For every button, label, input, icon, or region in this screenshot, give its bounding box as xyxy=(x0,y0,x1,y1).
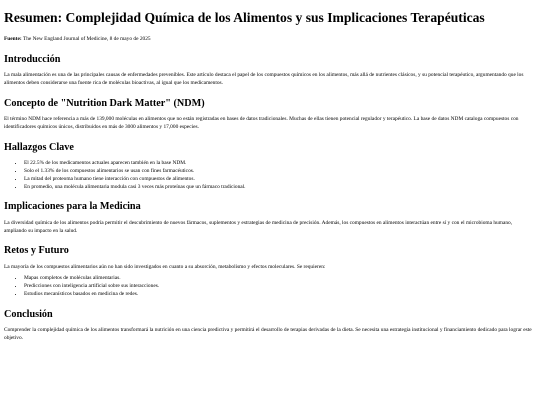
list-item: • Predicciones con inteligencia artificial sobre sus interacciones. xyxy=(24,283,536,291)
section-paragraph-introduccion: La mala alimentación es una de las principales causas de enfermedades prevenibles. Este artículo destaca el papel de los compuestos químicos en los alimentos, más allá de nutrientes clásicos, y su potencial terapéutico, argumentando que los alimentos deben considerarse una fuente rica de moléculas bioactivas, al igual que los medicamentos. xyxy=(4,72,524,87)
section-paragraph-implicaciones: La diversidad química de los alimentos podría permitir el descubrimiento de nuevos fármacos, suplementos y estrategias de medicina de precisión. Además, los compuestos en alimentos interactúan entre sí y con el microbioma humano, ampliando su impacto en la salud. xyxy=(4,219,513,234)
list-item: • Estudios mecanísticos basados en medicina de redes. xyxy=(24,291,536,299)
section-paragraph-conclusion: Comprender la complejidad química de los alimentos transformará la nutrición en una ciencia predictiva y permitirá el desarrollo de terapias derivadas de la dieta. Se necesita una estrategia institucional y financiamiento dedicado para lograr este objetivo. xyxy=(4,327,532,341)
section-paragraph-ndm: El término NDM hace referencia a más de 139,000 moléculas en alimentos que no están registradas en bases de datos tradicionales. Muchas de ellas tienen potencial regulador y terapéutico. La base de datos NDM cataloga compuestos con identificadores químicos únicos, distribuidos en más de 3000 alimentos y 17,000 especies. xyxy=(4,116,519,131)
hallazgos-list xyxy=(4,160,536,191)
section-heading-hallazgos: Hallazgos Clave xyxy=(4,141,74,153)
list-item: • El 22.5% de los medicamentos actuales aparecen también en la base NDM. xyxy=(24,160,536,168)
list-item: • La mitad del proteoma humano tiene interacción con compuestos de alimentos. xyxy=(24,176,536,184)
section-heading-implicaciones: Implicaciones para la Medicina xyxy=(4,201,141,213)
page-title: Resumen: Complejidad Química de los Alimentos y sus Implicaciones Terapéuticas xyxy=(4,10,485,25)
section-heading-conclusion: Conclusión xyxy=(4,308,53,320)
section-heading-ndm: Concepto de "Nutrition Dark Matter" (NDM) xyxy=(4,98,205,110)
source-label: Fuente: xyxy=(4,36,22,43)
list-item: • En promedio, una molécula alimentaria modula casi 3 veces más proteínas que un fármaco tradicional. xyxy=(24,184,536,192)
section-heading-introduccion: Introducción xyxy=(4,54,61,66)
retos-list xyxy=(4,275,536,298)
list-item: • Mapas completos de moléculas alimentarias. xyxy=(24,275,536,283)
source-line xyxy=(4,36,536,44)
list-item: • Solo el 1.33% de los compuestos alimentarios se usan con fines farmacéuticos. xyxy=(24,168,536,176)
source-text: The New England Journal of Medicine, 8 de mayo de 2025 xyxy=(21,36,151,43)
section-paragraph-retos: La mayoría de los compuestos alimentarios aún no han sido investigados en cuanto a su absorción, metabolismo y efectos moleculares. Se requieren: xyxy=(4,263,326,270)
section-heading-retos: Retos y Futuro xyxy=(4,245,69,257)
